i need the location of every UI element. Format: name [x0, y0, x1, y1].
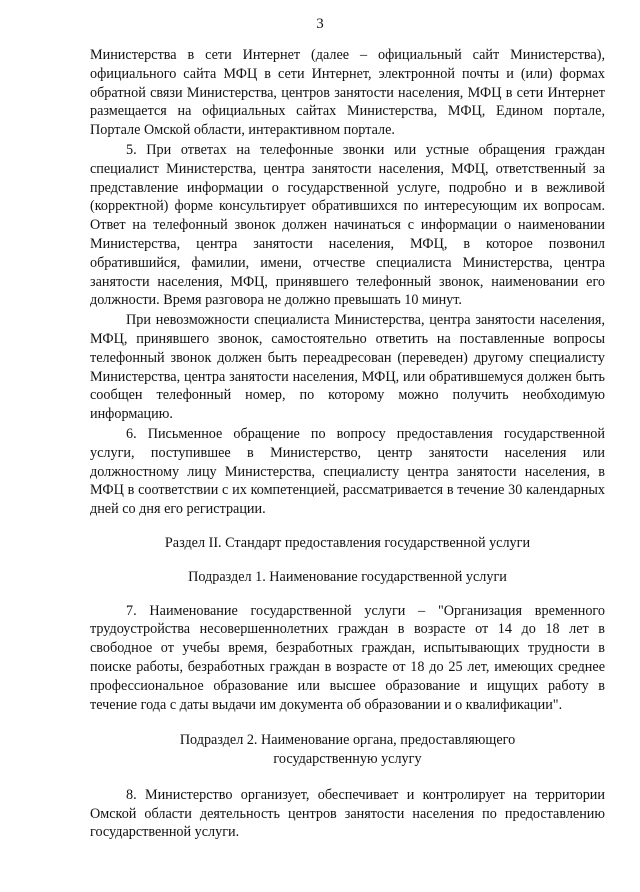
- paragraph-8: 8. Министерство организует, обеспечивает и контролирует на территории Омской области деятельность центров занятости населения по предоставлению государственной услуги.: [90, 786, 605, 841]
- subsection-2-heading-line-1: Подраздел 2. Наименование органа, предоставляющего: [179, 732, 516, 749]
- paragraph-continuation: Министерства в сети Интернет (далее – официальный сайт Министерства), официального сайта МФЦ в сети Интернет, электронной почты и (или) формах обратной связи Министерства, центров занятости населения, МФЦ в сети Интернет размещается на официальных сайтах Министерства, МФЦ, Едином портале, Портале Омской области, интерактивном портале.: [90, 47, 605, 139]
- document-body: [90, 46, 605, 842]
- subsection-1-heading: Подраздел 1. Наименование государственной услуги: [188, 568, 507, 585]
- subsection-2-heading: [90, 731, 605, 769]
- page-number: 3: [316, 16, 324, 32]
- section-2-heading: Раздел II. Стандарт предоставления государственной услуги: [164, 534, 531, 551]
- paragraph-7: 7. Наименование государственной услуги – "Организация временного трудоустройства несовершеннолетних граждан в возрасте от 14 до 18 лет в свободное от учебы время, безработных граждан, испытывающих трудности в поиске работы, безработных граждан в возрасте от 18 до 25 лет, имеющих среднее профессиональное образование или высшее образование и ищущих работу в течение года с даты выдачи им документа об образовании и о квалификации".: [90, 602, 605, 713]
- subsection-2-heading-line-2: государственную услугу: [273, 751, 422, 768]
- paragraph-5-continued: При невозможности специалиста Министерства, центра занятости населения, МФЦ, принявшего звонок, самостоятельно ответить на поставленные вопросы телефонный звонок должен быть переадресован (переведен) другому специалисту Министерства, центра занятости населения, МФЦ, или обратившемуся должен быть сообщен телефонный номер, по которому можно получить необходимую информацию.: [90, 312, 605, 423]
- paragraph-6: 6. Письменное обращение по вопросу предоставления государственной услуги, поступившее в Министерство, центр занятости населения или должностному лицу Министерства, специалисту центра занятости населения, в МФЦ в соответствии с их компетенцией, рассматривается в течение 30 календарных дней со дня его регистрации.: [90, 425, 605, 518]
- paragraph-5: 5. При ответах на телефонные звонки или устные обращения граждан специалист Министерства, центра занятости населения, МФЦ, ответственный за представление информации о государственной услуге, подробно и в вежливой (корректной) форме консультирует обратившихся по интересующим их вопросам. Ответ на телефонный звонок должен начинаться с информации о наименовании Министерства, центра занятости населения, МФЦ, в которое позвонил обратившийся, фамилии, имени, отчестве специалиста Министерства, центра занятости населения, МФЦ, принявшего телефонный звонок, наименовании его должности. Время разговора не должно превышать 10 минут.: [90, 141, 605, 309]
